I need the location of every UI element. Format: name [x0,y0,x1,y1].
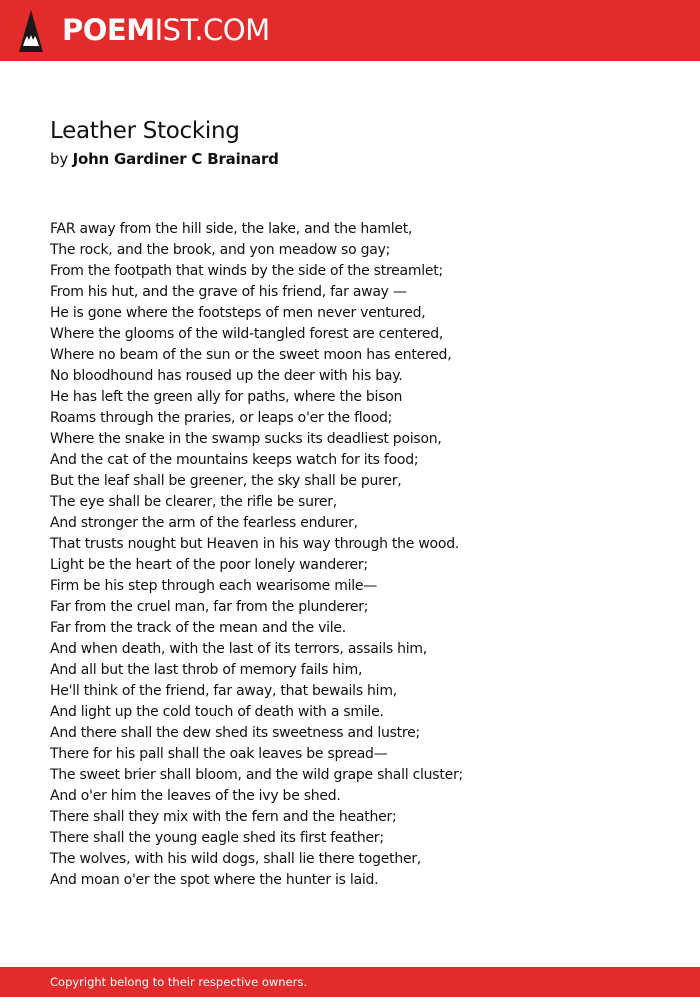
poem-line: And light up the cold touch of death with a smile. [50,704,384,720]
poem-line: Roams through the praries, or leaps o'er the flood; [50,410,393,426]
poem-line: FAR away from the hill side, the lake, and the hamlet, [50,221,413,237]
poem-line: Firm be his step through each wearisome mile— [50,578,378,594]
poem-line: The rock, and the brook, and yon meadow so gay; [50,242,391,258]
poem-line: No bloodhound has roused up the deer with his bay. [50,368,403,384]
poem-line: And all but the last throb of memory fails him, [50,662,363,678]
poem-line: The wolves, with his wild dogs, shall lie there together, [50,851,422,867]
poem-line: The eye shall be clearer, the rifle be surer, [50,494,337,510]
poem-line: And there shall the dew shed its sweetness and lustre; [50,725,420,741]
poem-line: Where no beam of the sun or the sweet moon has entered, [50,347,452,363]
poem-line: Where the snake in the swamp sucks its deadliest poison, [50,431,442,447]
copyright-notice: Copyright belong to their respective owners. [50,975,308,989]
poem-line: Far from the track of the mean and the vile. [50,620,346,636]
poem-line: And stronger the arm of the fearless endurer, [50,515,358,531]
poem-body [50,219,650,891]
poem-line: And the cat of the mountains keeps watch for its food; [50,452,419,468]
poem-line: Light be the heart of the poor lonely wanderer; [50,557,368,573]
poem-line: And o'er him the leaves of the ivy be shed. [50,788,341,804]
poem-line: The sweet brier shall bloom, and the wild grape shall cluster; [50,767,463,783]
poem-title: Leather Stocking [50,118,240,144]
poem-line: That trusts nought but Heaven in his way through the wood. [50,536,460,552]
poem-line: Where the glooms of the wild-tangled forest are centered, [50,326,444,342]
poem-byline [50,149,279,169]
site-header [0,0,700,61]
poem-author: John Gardiner C Brainard [72,150,279,168]
poem-line: There shall they mix with the fern and the heather; [50,809,397,825]
site-logo[interactable] [62,12,270,48]
poem-line: There shall the young eagle shed its first feather; [50,830,384,846]
poem-line: He has left the green ally for paths, where the bison [50,389,403,405]
logo-light-text: IST.COM [154,13,270,47]
pencil-icon [19,10,43,52]
poem-line: Far from the cruel man, far from the plunderer; [50,599,369,615]
poem-line: From his hut, and the grave of his friend, far away — [50,284,407,300]
site-footer [0,967,700,997]
poem-line: And when death, with the last of its terrors, assails him, [50,641,427,657]
poem-line: He is gone where the footsteps of men never ventured, [50,305,426,321]
logo-bold-text: POEM [62,13,155,47]
by-label: by [50,150,68,168]
poem-line: But the leaf shall be greener, the sky shall be purer, [50,473,402,489]
poem-line: And moan o'er the spot where the hunter is laid. [50,872,379,888]
poem-line: He'll think of the friend, far away, that bewails him, [50,683,397,699]
poem-line: From the footpath that winds by the side of the streamlet; [50,263,443,279]
poem-line: There for his pall shall the oak leaves be spread— [50,746,388,762]
